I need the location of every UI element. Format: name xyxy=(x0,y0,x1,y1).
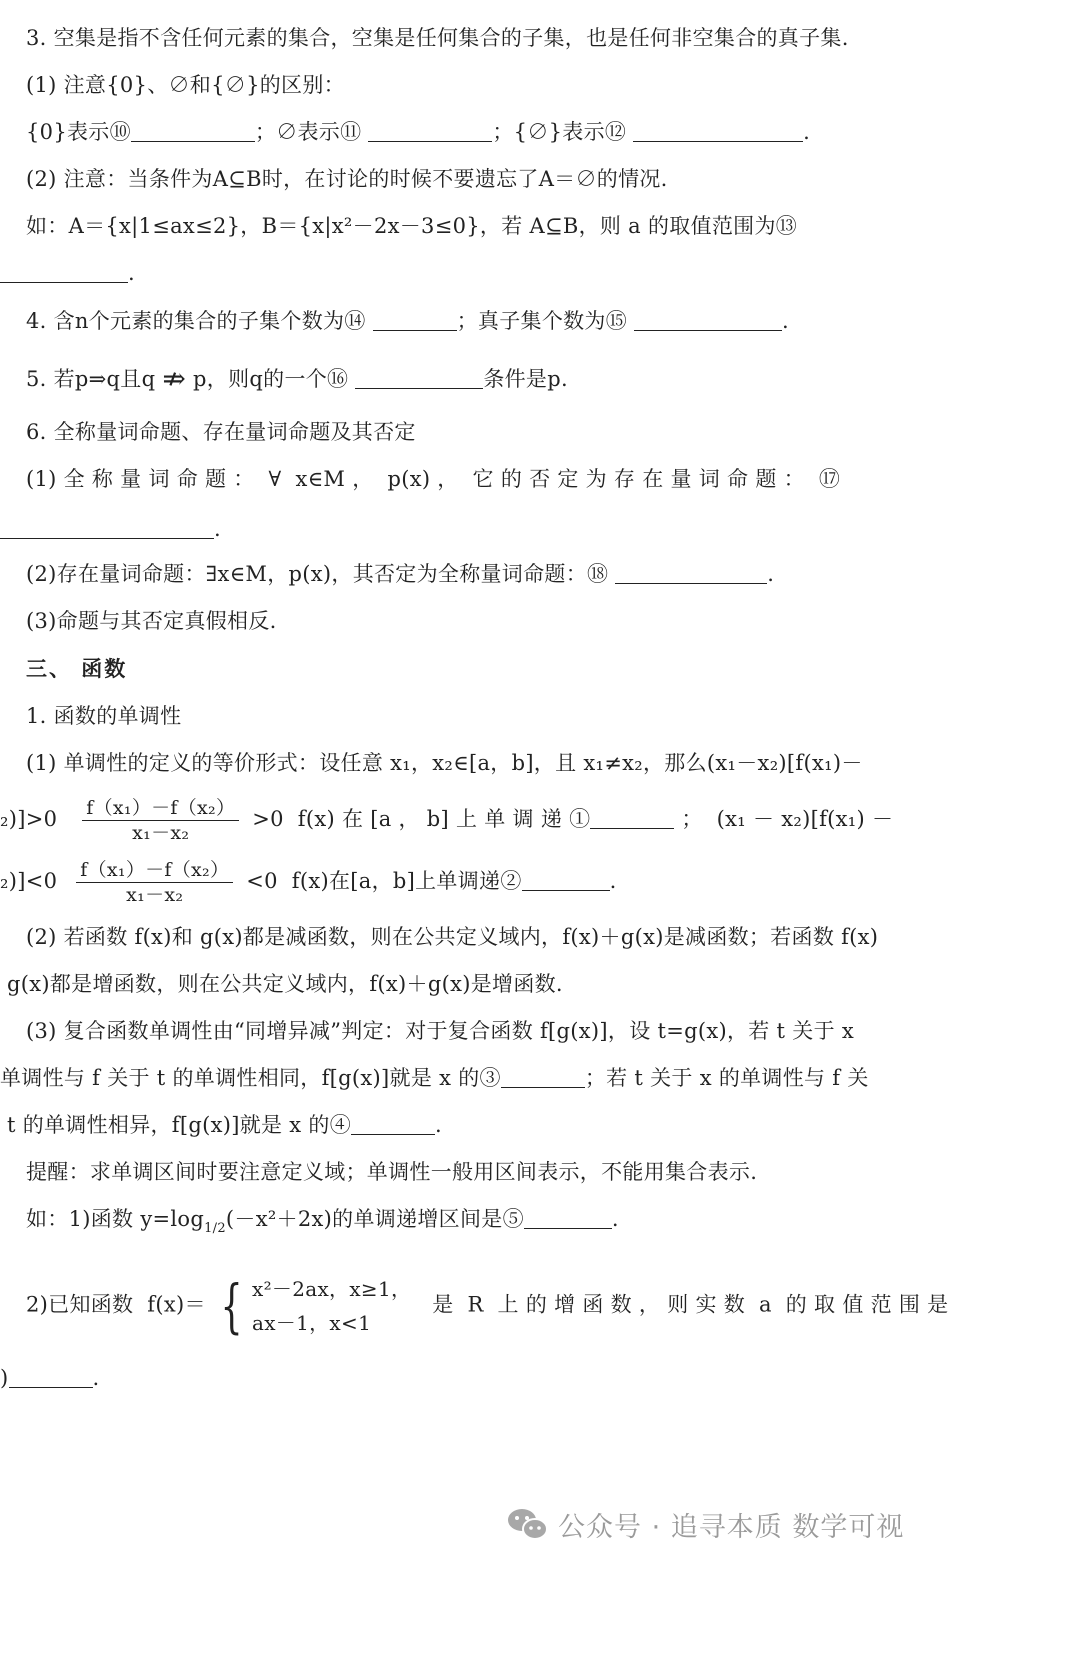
answer-blank xyxy=(522,870,610,891)
text-line: 6. 全称量词命题、存在量词命题及其否定 xyxy=(26,420,416,444)
watermark xyxy=(506,1504,976,1544)
answer-blank xyxy=(524,1208,612,1229)
text-line: (1) 单调性的定义的等价形式：设任意 x₁，x₂∈[a，b]，且 x₁≠x₂，那么(x₁－x₂)[f(x₁)－ xyxy=(26,751,863,775)
watermark-text: 公众号 · 追寻本质 数学可视 xyxy=(558,1511,905,1543)
formula-line: ₂)]>0 $\frac{\text{f（x₁）－f（x₂）}}{\text{x₁－x₂}}$ >0 f(x) 在 [a ， b] 上 单 调 递 ① ； (x₁ － x₂)[f(x₁) － xyxy=(0,797,894,844)
answer-blank xyxy=(590,808,674,829)
answer-blank xyxy=(0,518,214,539)
section-heading: 三、 函数 xyxy=(26,656,128,681)
text-line: (3) 复合函数单调性由“同增异减”判定：对于复合函数 f[g(x)]，设 t=g(x)，若 t 关于 x xyxy=(26,1019,854,1043)
text-line: 提醒：求单调区间时要注意定义域；单调性一般用区间表示，不能用集合表示. xyxy=(26,1160,758,1184)
text-line: (2) 注意：当条件为A⊆B时，在讨论的时候不要遗忘了A＝∅的情况. xyxy=(26,167,668,191)
text-line: 3. 空集是指不含任何元素的集合，空集是任何集合的子集，也是任何非空集合的真子集. xyxy=(26,26,849,50)
answer-blank xyxy=(0,262,128,283)
text-line: (1) 全 称 量 词 命 题 ： ∀ x∈M ， p(x) ， 它 的 否 定 为 存 在 量 词 命 题 ： ⑰ xyxy=(26,467,841,491)
fill-line: 如：1)函数 $y=\log_{1/2}(-x^2+2x)$的单调递增区间是⑤ . xyxy=(26,1207,619,1236)
fill-line: t 的单调性相异，f[g(x)]就是 x 的④ . xyxy=(0,1113,442,1137)
fill-line: 4. 含n个元素的集合的子集个数为⑭ ；真子集个数为⑮ . xyxy=(26,309,789,333)
fill-line: 5. 若p⇒q且q ⇏ p，则q的一个⑯ 条件是p. xyxy=(26,362,568,395)
answer-blank xyxy=(9,1367,93,1388)
wechat-icon xyxy=(506,1506,548,1542)
text-line: (2) 若函数 f(x)和 g(x)都是减函数，则在公共定义域内，f(x)＋g(x)是减函数；若函数 f(x) xyxy=(26,925,879,949)
text-line: 1. 函数的单调性 xyxy=(26,704,182,728)
answer-blank xyxy=(131,121,255,142)
formula-line: ₂)]<0 $\frac{\text{f（x₁）－f（x₂）}}{\text{x₁－x₂}}$ <0 f(x)在[a，b]上单调递② . xyxy=(0,859,617,906)
formula-line: 2)已知函数 f(x)＝ { x²－2ax，x≥1， ax－1，x<1 是 R 上 的 增 函 数 ， 则 实 数 a 的 取 值 范 围 是 xyxy=(26,1272,949,1340)
fill-line: . xyxy=(0,515,221,543)
answer-blank xyxy=(615,563,767,584)
fill-line: {0}表示⑩ ；∅表示⑪ ；{∅}表示⑫ . xyxy=(26,120,811,144)
answer-blank xyxy=(501,1067,585,1088)
text-line: (1) 注意{0}、∅和{∅}的区别： xyxy=(26,73,345,97)
fill-line: (2)存在量词命题：∃x∈M，p(x)，其否定为全称量词命题：⑱ . xyxy=(26,562,775,586)
fill-line: ) . xyxy=(0,1366,100,1390)
text-line: (3)命题与其否定真假相反. xyxy=(26,609,277,633)
fill-line: . xyxy=(0,259,135,287)
answer-blank xyxy=(634,310,782,331)
difference-quotient: $\frac{\text{f（x₁）－f（x₂）}}{\text{x₁－x₂}}$ xyxy=(76,858,233,907)
answer-blank xyxy=(633,121,803,142)
answer-blank xyxy=(351,1114,435,1135)
answer-blank xyxy=(373,310,457,331)
text-line: 如：A＝{x|1≤ax≤2}，B＝{x|x²－2x－3≤0}，若 A⊆B，则 a 的取值范围为⑬ xyxy=(26,214,798,238)
difference-quotient: $\frac{\text{f（x₁）－f（x₂）}}{\text{x₁－x₂}}$ xyxy=(82,796,239,845)
text-line: g(x)都是增函数，则在公共定义域内，f(x)＋g(x)是增函数. xyxy=(0,972,563,996)
answer-blank xyxy=(368,121,492,142)
piecewise-function: { x²－2ax，x≥1， ax－1，x<1 xyxy=(220,1272,412,1340)
fill-line: 单调性与 f 关于 t 的单调性相同，f[g(x)]就是 x 的③ ；若 t 关于 x 的单调性与 f 关 xyxy=(0,1066,869,1090)
answer-blank xyxy=(355,368,483,389)
